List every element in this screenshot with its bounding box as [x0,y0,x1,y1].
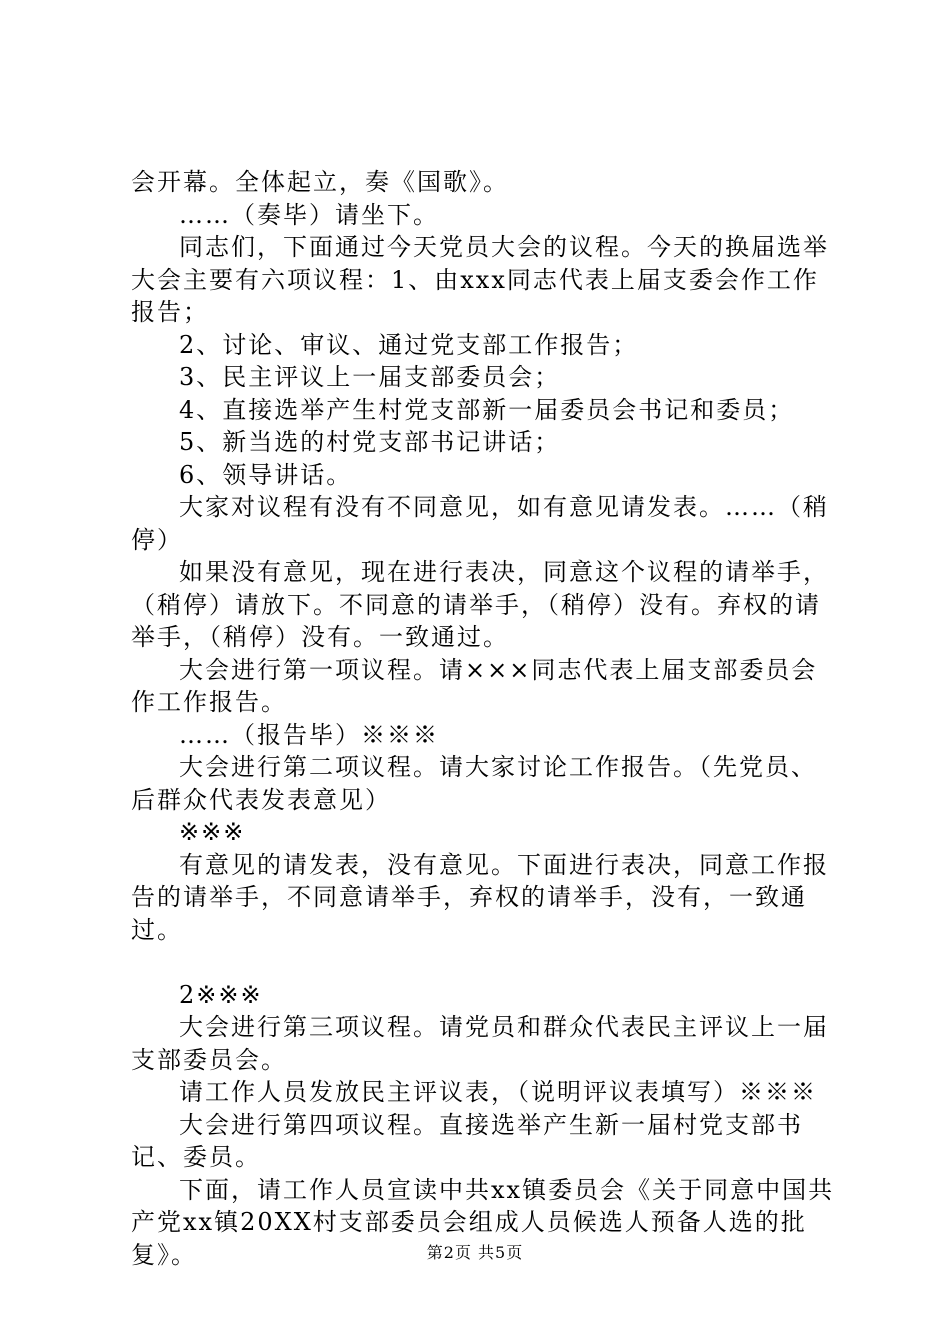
paragraph: 大会进行第四项议程。直接选举产生新一届村党支部书记、委员。 [131,1110,803,1171]
paragraph: ……（奏毕）请坐下。 [179,200,439,229]
paragraph: 下面，请工作人员宣读中共xx镇委员会《关于同意中国共产党xx镇20XX村支部委员会组成人员候选人预备人选的批复》。 [131,1175,835,1269]
paragraph: ……（报告毕）※※※ [179,720,439,749]
paragraph: 大家对议程有没有不同意见，如有意见请发表。……（稍停） [131,493,829,554]
paragraph: 大会进行第二项议程。请大家讨论工作报告。（先党员、后群众代表发表意见） [131,753,817,814]
paragraph: 2※※※ [179,980,263,1009]
paragraph: 请工作人员发放民主评议表，（说明评议表填写）※※※ [179,1078,817,1106]
paragraph: ※※※ [179,818,246,846]
paragraph: 如果没有意见，现在进行表决，同意这个议程的请举手，（稍停）请放下。不同意的请举手，（稍停）没有。弃权的请举手，（稍停）没有。一致通过。 [131,558,829,651]
paragraph: 大会进行第一项议程。请×××同志代表上届支部委员会作工作报告。 [131,655,818,716]
agenda-item: 4、直接选举产生村党支部新一届委员会书记和委员； [179,395,795,424]
document-body [131,166,837,1271]
agenda-item: 5、新当选的村党支部书记讲话； [179,428,561,456]
agenda-item: 2、讨论、审议、通过党支部工作报告； [179,330,639,359]
agenda-item: 3、民主评议上一届支部委员会； [179,363,561,391]
paragraph: 会开幕。全体起立，奏《国歌》。 [131,168,509,196]
paragraph: 有意见的请发表，没有意见。下面进行表决，同意工作报告的请举手，不同意请举手，弃权的请举手，没有，一致通过。 [131,850,829,944]
page-footer: 第2页 共5页 [426,1243,524,1262]
paragraph: 同志们，下面通过今天党员大会的议程。今天的换届选举大会主要有六项议程：1、由xxx同志代表上届支委会作工作报告； [131,233,829,326]
paragraph: 大会进行第三项议程。请党员和群众代表民主评议上一届支部委员会。 [131,1013,829,1074]
agenda-item: 6、领导讲话。 [179,460,353,489]
blank-line [131,946,837,979]
